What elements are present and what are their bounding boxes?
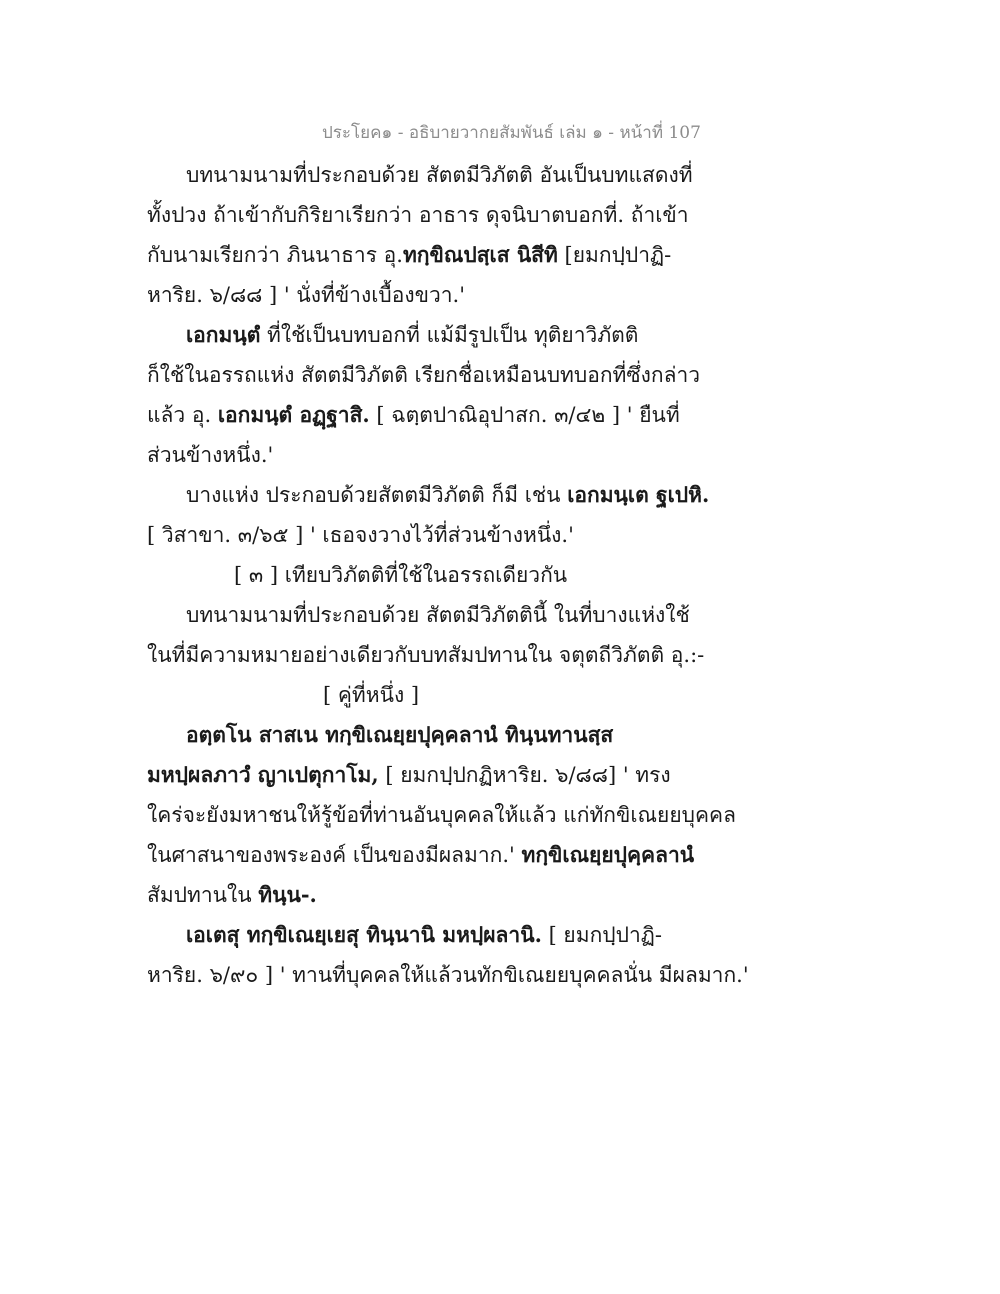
line-text: สัมปทานใน [147, 883, 259, 907]
pali-term: ทกฺขิณปสฺเส นิสีทิ [402, 242, 558, 267]
line-text: หาริย. ๖/๙๐ ] ' ทานที่บุคคลให้แล้วนทักขิเณยยบุคคลนั่น มีผลมาก.' [147, 963, 749, 987]
line-text: [ ยมกปฺปกฏิหาริย. ๖/๘๘] ' ทรง [378, 763, 671, 787]
line-text: ที่ใช้เป็นบทบอกที่ แม้มีรูปเป็น ทุติยาวิภัตติ [260, 323, 639, 347]
text-line [147, 435, 787, 475]
pali-term: ทินฺน-. [258, 882, 317, 907]
text-line [147, 315, 787, 355]
line-text: บทนามนามที่ประกอบด้วย สัตตมีวิภัตติ อันเป็นบทแสดงที่ [186, 163, 693, 187]
line-text: หาริย. ๖/๘๘ ] ' นั่งที่ข้างเบื้องขวา.' [147, 283, 465, 307]
text-line [147, 155, 787, 195]
text-line [147, 235, 787, 275]
text-line [147, 755, 787, 795]
line-text: [ ฉตฺตปาณิอุปาสก. ๓/๔๒ ] ' ยืนที่ [369, 403, 680, 427]
pali-term: ทกฺขิเณยฺยปุคฺคลานํ [521, 842, 695, 867]
text-line [147, 795, 787, 835]
line-text: ในที่มีความหมายอย่างเดียวกับบทสัมปทานใน จตุตถีวิภัตติ อุ.:- [147, 643, 705, 667]
line-text: [ยมกปฺปาฏิ- [557, 243, 672, 267]
body-text [147, 155, 787, 995]
line-text: ใคร่จะยังมหาชนให้รู้ข้อที่ท่านอันบุคคลให้แล้ว แก่ทักขิเณยยบุคคล [147, 803, 736, 827]
text-line [147, 195, 787, 235]
line-text: บางแห่ง ประกอบด้วยสัตตมีวิภัตติ ก็มี เช่น [186, 483, 568, 507]
line-text: ก็ใช้ในอรรถแห่ง สัตตมีวิภัตติ เรียกชื่อเหมือนบทบอกที่ซึ่งกล่าว [147, 363, 701, 387]
text-line [147, 395, 787, 435]
text-line [147, 955, 787, 995]
line-text: ส่วนข้างหนึ่ง.' [147, 443, 274, 467]
text-line [147, 915, 787, 955]
text-line [147, 515, 787, 555]
line-text: ในศาสนาของพระองค์ เป็นของมีผลมาก.' [147, 843, 522, 867]
line-text: [ วิสาขา. ๓/๖๕ ] ' เธอจงวางไว้ที่ส่วนข้างหนึ่ง.' [147, 523, 574, 547]
line-text: [ ยมกปฺปาฏิ- [541, 923, 662, 947]
text-line [147, 275, 787, 315]
line-text: บทนามนามที่ประกอบด้วย สัตตมีวิภัตตินี้ ในที่บางแห่งใช้ [186, 603, 690, 627]
line-text: แล้ว อุ. [147, 403, 218, 427]
pair-heading [147, 675, 787, 715]
section-heading-text: [ ๓ ] เทียบวิภัตติที่ใช้ในอรรถเดียวกัน [234, 563, 568, 587]
pali-term: เอกมนฺตํ อฏฺฐาสิ. [217, 402, 370, 427]
pali-term: อตฺตโน สาสเน ทกฺขิเณยฺยปุคฺคลานํ ทินฺนทานสฺส [186, 722, 614, 747]
text-line [147, 595, 787, 635]
pali-term: มหปฺผลภาวํ ญาเปตุกาโม, [147, 762, 379, 787]
running-header: ประโยค๑ - อธิบายวากยสัมพันธ์ เล่ม ๑ - หน้าที่ 107 [322, 123, 701, 143]
pali-term: เอเตสุ ทกฺขิเณยฺเยสุ ทินฺนานิ มหปฺผลานิ. [186, 922, 542, 947]
text-line [147, 355, 787, 395]
line-text: กับนามเรียกว่า ภินนาธาร อุ. [147, 243, 403, 267]
section-heading [147, 555, 787, 595]
line-text: ทั้งปวง ถ้าเข้ากับกิริยาเรียกว่า อาธาร ดุจนิบาตบอกที่. ถ้าเข้า [147, 203, 689, 227]
text-line [147, 635, 787, 675]
pair-heading-text: [ คู่ที่หนึ่ง ] [323, 683, 420, 707]
text-line [147, 875, 787, 915]
pali-term: เอกมนฺเต ฐเปหิ. [567, 482, 710, 507]
text-line [147, 835, 787, 875]
text-line [147, 715, 787, 755]
text-line [147, 475, 787, 515]
pali-term: เอกมนฺตํ [186, 322, 261, 347]
